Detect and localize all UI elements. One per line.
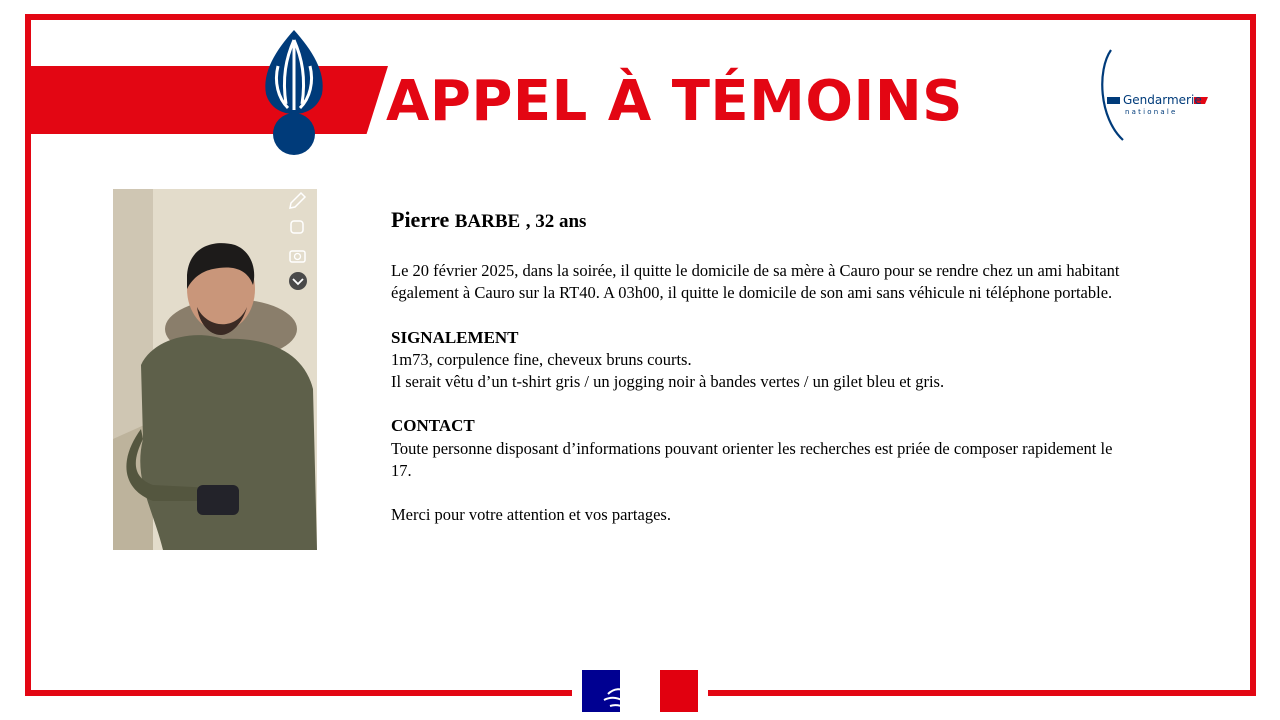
person-photo (113, 189, 317, 550)
grenade-emblem-icon (256, 26, 332, 162)
header-red-band (31, 66, 388, 134)
logo-line2: nationale (1125, 108, 1178, 116)
signalement-line1: 1m73, corpulence fine, cheveux bruns courts. (391, 349, 692, 369)
person-last-name: BARBE (454, 211, 521, 232)
logo-line1: Gendarmerie (1123, 93, 1202, 107)
notice-content (391, 204, 1151, 527)
person-heading (391, 204, 1151, 238)
signalement-title: SIGNALEMENT (391, 327, 519, 347)
chevron-down-icon[interactable] (289, 272, 307, 290)
person-first-name: Pierre (391, 207, 450, 232)
contact-title: CONTACT (391, 416, 475, 436)
person-age: , 32 ans (525, 211, 587, 232)
page-title: APPEL À TÉMOINS (386, 69, 964, 134)
signalement-line2: Il serait vêtu d’un t-shirt gris / un jogging noir à bandes vertes / un gilet bleu et gris. (391, 372, 945, 392)
description-paragraph: Le 20 février 2025, dans la soirée, il quitte le domicile de sa mère à Cauro pour se rendre chez un ami habitant également à Cauro sur la RT40. A 03h00, il quitte le domicile de son ami sans véhicule ni téléphone portable. (391, 261, 1120, 303)
contact-text: Toute personne disposant d’informations pouvant orienter les recherches est priée de composer rapidement le 17. (391, 438, 1113, 481)
closing-text: Merci pour votre attention et vos partages. (391, 505, 671, 525)
marianne-logo-icon (582, 670, 698, 712)
gendarmerie-logo (1097, 48, 1217, 142)
person-photo-drawing (113, 189, 317, 550)
